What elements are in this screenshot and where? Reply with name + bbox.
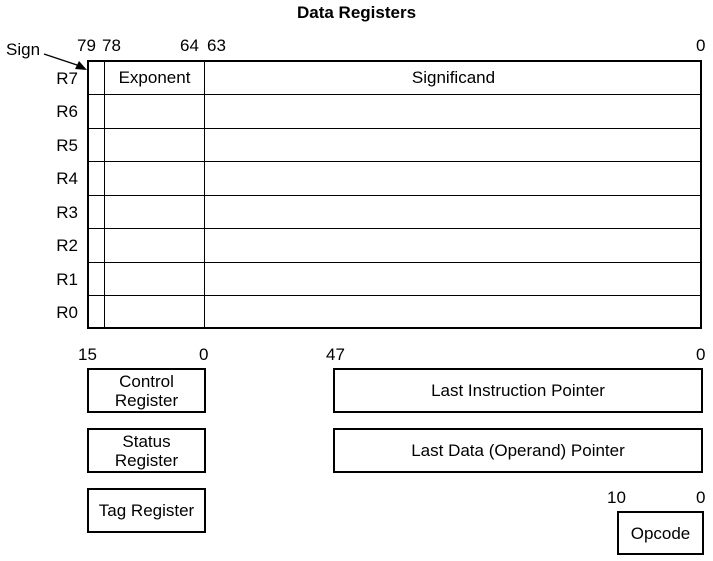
opcode-box	[617, 511, 704, 555]
row-divider	[89, 128, 700, 129]
bit-label-78: 78	[102, 36, 121, 55]
last-data-pointer-label: Last Data (Operand) Pointer	[411, 441, 625, 460]
control-register-box	[87, 368, 206, 413]
register-label-r1: R1	[56, 270, 78, 289]
row-divider	[89, 161, 700, 162]
status-register-label: Status Register	[114, 431, 179, 470]
data-register-grid	[87, 60, 702, 329]
control-bit-15: 15	[78, 345, 97, 364]
register-label-r3: R3	[56, 203, 78, 222]
pointer-bit-0: 0	[696, 345, 706, 364]
register-label-r7: R7	[56, 69, 78, 88]
exponent-label: Exponent	[118, 68, 191, 87]
opcode-label: Opcode	[630, 523, 691, 543]
register-label-r6: R6	[56, 102, 78, 121]
tag-register-label: Tag Register	[98, 501, 195, 520]
bit-label-79: 79	[77, 36, 96, 55]
significand-label: Significand	[411, 68, 496, 87]
register-label-r0: R0	[56, 303, 78, 322]
row-divider	[89, 228, 700, 229]
last-instruction-pointer-label: Last Instruction Pointer	[431, 381, 605, 400]
status-register-box	[87, 428, 206, 473]
register-label-r2: R2	[56, 236, 78, 255]
row-divider	[89, 262, 700, 263]
last-data-pointer-box	[333, 428, 703, 473]
pointer-bit-47: 47	[326, 345, 345, 364]
last-instruction-pointer-box	[333, 368, 703, 413]
opcode-bit-10: 10	[607, 488, 626, 507]
tag-register-box	[87, 488, 206, 533]
register-label-r5: R5	[56, 136, 78, 155]
bit-label-0: 0	[696, 36, 706, 55]
control-bit-0: 0	[199, 345, 209, 364]
row-divider	[89, 295, 700, 296]
register-label-r4: R4	[56, 169, 78, 188]
control-register-label: Control Register	[114, 371, 179, 410]
bit-label-63: 63	[207, 36, 226, 55]
opcode-bit-0: 0	[696, 488, 706, 507]
row-divider	[89, 94, 700, 95]
diagram-title: Data Registers	[296, 3, 417, 22]
bit-label-64: 64	[180, 36, 199, 55]
row-divider	[89, 195, 700, 196]
sign-label: Sign	[6, 40, 41, 59]
